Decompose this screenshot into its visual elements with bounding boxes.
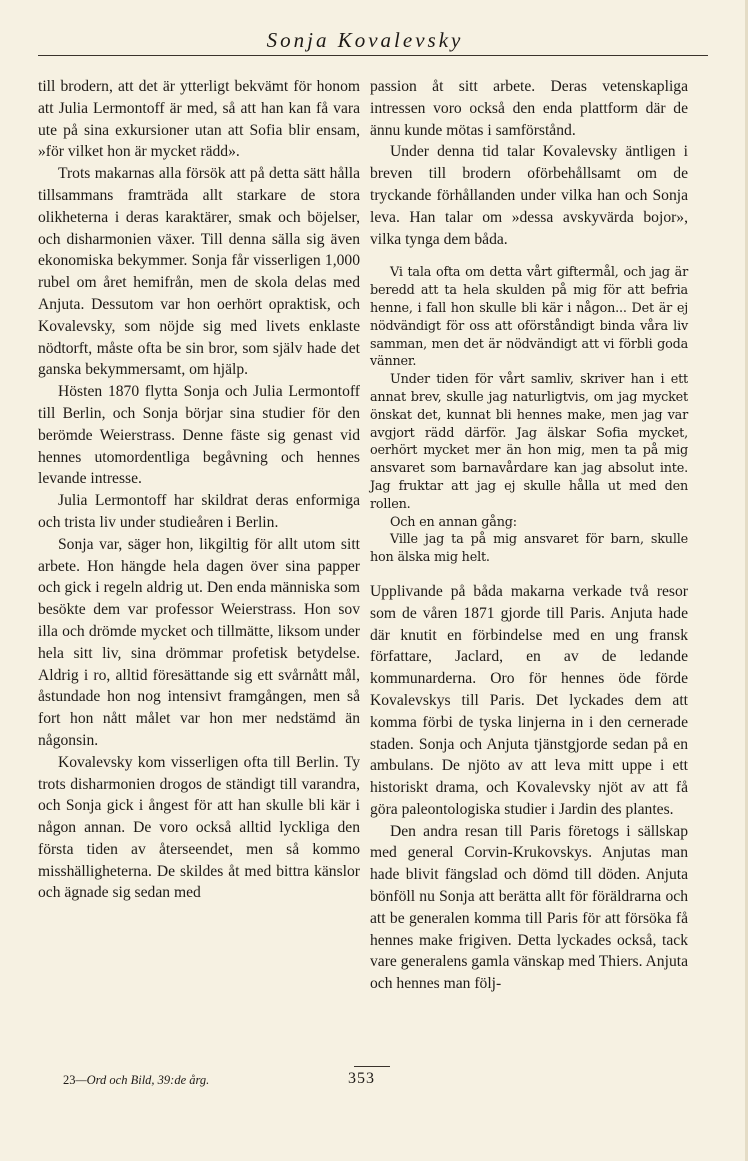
paragraph: passion åt sitt arbete. Deras vetenskapliga intressen voro också den enda plattform där de ännu kunde mötas i samförstånd. <box>370 78 688 139</box>
quote-paragraph: Under tiden för vårt samliv, skriver han i ett annat brev, skulle jag naturligtvis, om jag mycket önskat det, kunnat bli hennes make, men jag var avgjort rädd därför. Jag älskar Sofia mycket, oerhört mycket mer än hon mig, men ta på mig ansvaret som barnavårdare kan jag absolut inte. Jag fruktar att jag ej skulle hålla ut med den rollen. <box>370 372 688 512</box>
running-header-title: Sonja Kovalevsky <box>266 28 464 52</box>
quote-paragraph: Och en annan gång: <box>390 514 517 530</box>
letter-quote <box>370 264 688 567</box>
paragraph: Trots makarnas alla försök att på detta sätt hålla tillsammans framträda allt starkare de stora olikheterna i deras karaktärer, smak och böjelser, och disharmonien växer. Till denna sälla sig även ekonomiska bekymmer. Sonja får visserligen 1,000 rubel om året hemifrån, men de skola delas med Anjuta. Dessutom var hon oerhört opraktisk, och Kovalevsky, som nöjde sig med livets enklaste nödtorft, måste ofta be sin bror, som själv hade det ganska bekymmersamt, om hjälp. <box>38 165 360 379</box>
paragraph: Kovalevsky kom visserligen ofta till Berlin. Ty trots disharmonien drogos de ständigt till varandra, och Sonja gick i ångest för att han skulle bli kär i någon annan. De voro också alltid lyckliga den första tiden av återseendet, men så kommo misshälligheterna. De skildes åt med bittra känslor och ägnade sig sedan med <box>38 753 360 902</box>
footer-rule <box>354 1066 390 1067</box>
paragraph: Hösten 1870 flytta Sonja och Julia Lermontoff till Berlin, och Sonja börjar sina studier för den berömde Weierstrass. Denne fäste sig genast vid hennes utomordentliga begåvning och hennes levande intresse. <box>38 383 360 488</box>
paragraph: Under denna tid talar Kovalevsky äntligen i breven till brodern oförbehållsamt om de tryckande förhållanden under vilka han och Sonja leva. Han talar om »dessa avskyvärda bojor», vilka tynga dem båda. <box>370 143 688 248</box>
header-rule <box>38 55 708 56</box>
left-column <box>38 76 360 904</box>
right-column <box>370 76 688 995</box>
paragraph: Upplivande på båda makarna verkade två resor som de våren 1871 gjorde till Paris. Anjuta hade där knutit en förbindelse med en ung fransk författare, Jaclard, en av de ledande kommunarderna. Oro för hennes öde förde Kovalevskys till Paris. Det lyckades dem att komma förbi de tyska linjerna in i den cernerade staden. Sonja och Anjuta tjänstgjorde sedan på en ambulans. De njöto av att leva mitt uppe i ett historiskt drama, och Kovalevsky njöt av att få göra paleontologiska studier i Jardin des plantes. <box>370 582 688 818</box>
paragraph: Den andra resan till Paris företogs i sällskap med general Corvin-Krukovskys. Anjutas man hade blivit fängslad och dömd till döden. Anjuta bönföll nu Sonja att berätta allt för föräldrarna och att be generalen komma till Paris för att försöka få hennes make frigiven. Detta lyckades också, tack vare generalens gamla vänskap med Thiers. Anjuta och hennes man följ- <box>370 822 688 993</box>
paragraph: till brodern, att det är ytterligt bekvämt för honom att Julia Lermontoff är med, så att han kan få vara ute på sina exkursioner utan att Sofia blir ensam, »för vilket hon är mycket rädd». <box>38 78 360 161</box>
page-number: 353 <box>348 1070 375 1087</box>
paragraph: Julia Lermontoff har skildrat deras enformiga och trista liv under studieåren i Berlin. <box>38 492 360 531</box>
quote-paragraph: Ville jag ta på mig ansvaret för barn, skulle hon älska mig helt. <box>370 532 688 566</box>
paragraph: Sonja var, säger hon, likgiltig för allt utom sitt arbete. Hon hängde hela dagen över sina papper och gick i regeln aldrig ut. Den enda människa som besökte dem var professor Weierstrass. Hon sov illa och drömde mycket och tillmätte, liksom under hela sitt liv, sina drömmar profetisk betydelse. Aldrig i ro, alltid föresättande sig ett svårnått mål, åstundade hon nog intensivt framgången, men så fort hon nått målet var hon mer nedstämd än någonsin. <box>38 535 360 749</box>
quote-paragraph: Vi tala ofta om detta vårt giftermål, och jag är beredd att ta hela skulden på mig för att befria henne, i fall hon skulle bli kär i någon... Det är ej nödvändigt för oss att oförståndigt binda våra liv samman, men det är nödvändigt att vi förbli goda vänner. <box>370 265 688 370</box>
signature-text: —Ord och Bild, 39:de årg. <box>75 1073 210 1087</box>
print-signature <box>63 1073 209 1088</box>
signature-number: 23 <box>63 1073 76 1087</box>
